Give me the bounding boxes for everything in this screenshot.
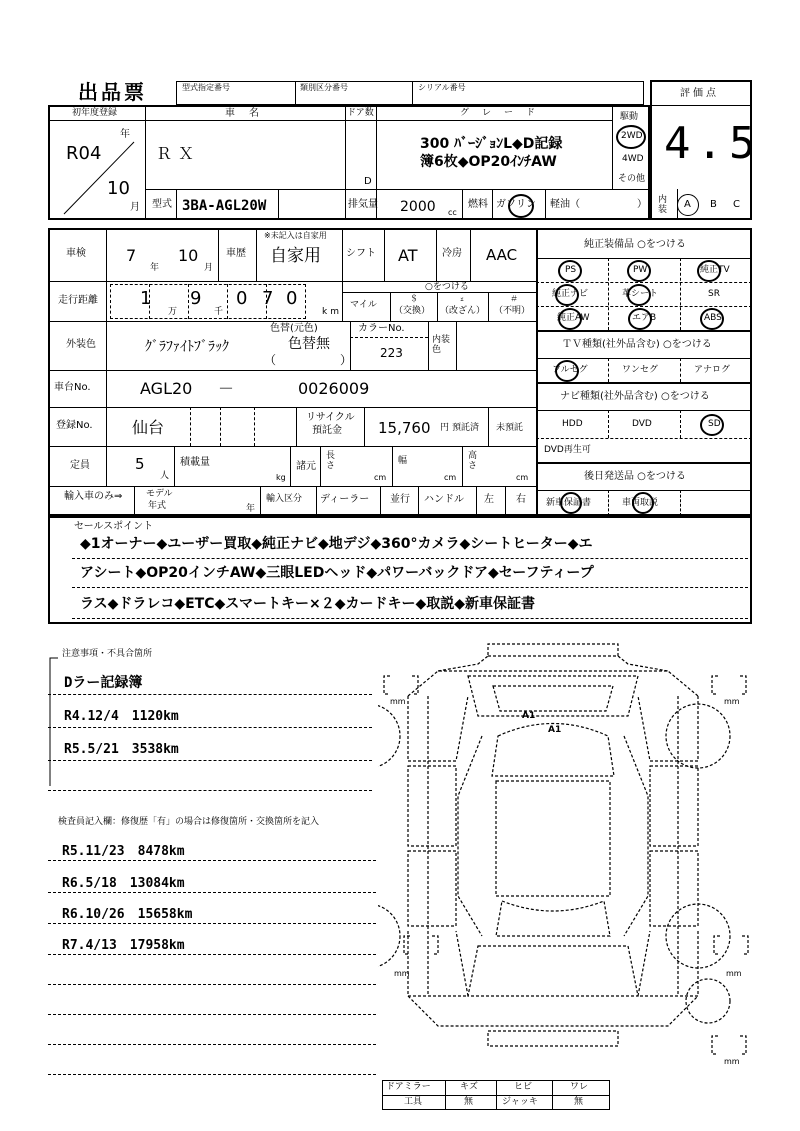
inspection-month: 10: [178, 246, 199, 265]
navi-hdd: HDD: [562, 419, 583, 429]
drive-2wd: 2WD: [621, 131, 643, 141]
doors-suffix: D: [364, 176, 372, 187]
interior-circle: [677, 194, 699, 216]
type-designation-label: 型式指定番号: [182, 83, 230, 92]
equip-pw: PW: [633, 265, 648, 275]
inspector-label: 検査員記入欄：修復歴「有」の場合は修復箇所・交換箇所を記入: [58, 817, 320, 827]
shift-value: AT: [398, 246, 418, 265]
inspector-line-1: R5.11/23 8478km: [62, 844, 185, 859]
score-value: 4.5: [664, 118, 762, 169]
equip-navi: 純正ナビ: [552, 289, 589, 299]
drive-2wd-circle: [616, 125, 646, 149]
sales-points-label: セールスポイント: [74, 521, 154, 532]
repaint-value: 色替無: [288, 336, 330, 352]
category-label: 類別区分番号: [300, 83, 348, 92]
equip-sr: SR: [708, 289, 720, 299]
later-warranty: 新車保証書: [546, 498, 592, 508]
page-title: 出品票: [78, 80, 147, 104]
equip-leather: 革シート: [622, 289, 659, 299]
vehicle-history: 自家用: [270, 246, 321, 266]
later-title: 後日発送品 ○をつける: [584, 471, 686, 482]
sales-point-line-3: ラス◆ドラレコ◆ETC◆スマートキー×２◆カードキー◆取説◆新車保証書: [80, 596, 536, 612]
tv-oneseg: ワンセグ: [622, 365, 659, 375]
damage-mark-1: A1: [522, 711, 536, 721]
tv-title: ＴＶ種類(社外品含む) ○をつける: [562, 339, 712, 350]
car-name-label: 車 名: [225, 108, 261, 119]
car-name: ＲＸ: [156, 144, 201, 163]
recycle-amount: 15,760: [378, 419, 431, 437]
navi-sd: SD: [708, 419, 721, 429]
later-manual: 車両取説: [622, 498, 659, 508]
equipment-title: 純正装備品 ○をつける: [584, 239, 686, 250]
mileage-digit-1: 1: [140, 288, 152, 309]
equip-aw: 純正AW: [557, 313, 590, 323]
ac-value: AAC: [486, 246, 518, 264]
equip-airbag: エアB: [632, 313, 657, 323]
notes-label: 注意事項・不具合箇所: [62, 649, 153, 659]
inspection-year: 7: [126, 246, 137, 265]
color-number: 223: [380, 346, 403, 360]
mileage-digit-5: 0: [286, 288, 298, 309]
fuel-circle: [508, 194, 534, 218]
drive-label: 駆動: [620, 112, 639, 122]
sales-point-line-1: ◆1オーナー◆ユーザー買取◆純正ナビ◆地デジ◆360°カメラ◆シートヒーター◆エ: [80, 536, 593, 552]
serial-label: シリアル番号: [418, 83, 466, 92]
mileage-digit-3: 0: [236, 288, 248, 309]
sales-point-line-2: アシート◆OP20インチAW◆三眼LEDヘッド◆パワーバックドア◆セーフティープ: [80, 565, 594, 581]
grade-line1: 300 ﾊﾞｰｼﾞｮﾝL◆D記録: [420, 136, 563, 152]
mileage-digit-2: 9: [190, 288, 202, 309]
grade-line2: 簿6枚◆OP20ｲﾝﾁAW: [420, 154, 557, 170]
chassis-number: 0026009: [298, 379, 370, 398]
first-reg-label: 初年度登録: [72, 108, 118, 118]
header-numbers: [176, 81, 644, 105]
tv-analog: アナログ: [694, 365, 731, 375]
navi-dvd: DVD: [632, 419, 652, 429]
fuel-gasoline: ガソリン: [496, 199, 536, 210]
note-line-2: R4.12/4 1120km: [64, 709, 179, 724]
equip-ps: PS: [565, 265, 577, 275]
damage-mark-2: A1: [548, 725, 562, 735]
displacement: 2000: [400, 199, 436, 215]
equip-abs: ABS: [704, 313, 722, 323]
dvd-playback: DVD再生可: [544, 445, 591, 455]
car-diagram: [378, 636, 758, 1076]
chassis-prefix: AGL20: [140, 379, 193, 398]
registration-value: 仙台: [132, 418, 165, 437]
inspector-line-3: R6.10/26 15658km: [62, 907, 193, 922]
equip-tv: 純正TV: [700, 265, 730, 275]
inspector-line-4: R7.4/13 17958km: [62, 938, 185, 953]
note-line-1: Dラー記録簿: [64, 675, 143, 691]
tv-fullseg: フルセグ: [552, 365, 588, 375]
interior-a: A: [684, 199, 691, 210]
exterior-color: ｸﾞﾗﾌｧｲﾄﾌﾞﾗｯｸ: [145, 339, 229, 355]
first-reg-month: 10: [107, 178, 130, 199]
grade-label: グ レ ー ド: [460, 108, 538, 118]
first-reg-year: R04: [66, 143, 102, 164]
note-line-3: R5.5/21 3538km: [64, 742, 179, 757]
doors-label: ドア数: [347, 108, 374, 118]
model-code: 3BA-AGL20W: [182, 198, 267, 214]
capacity-value: 5: [135, 455, 145, 473]
inspector-line-2: R6.5/18 13084km: [62, 876, 185, 891]
navi-title: ナビ種類(社外品含む) ○をつける: [560, 391, 710, 402]
mileage-digit-4: 7: [262, 288, 274, 309]
score-label: 評価点: [680, 88, 719, 99]
